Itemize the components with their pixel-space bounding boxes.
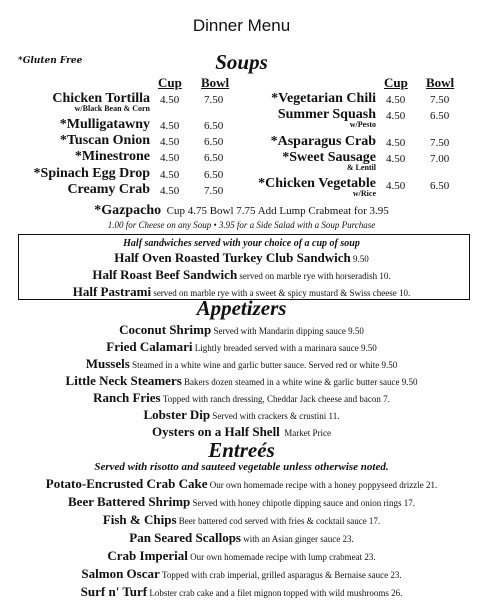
soup-row — [0, 134, 150, 150]
entree-desc: Our own homemade recipe with a honey poppyseed drizzle 21. — [209, 480, 438, 490]
soup-row — [0, 183, 150, 199]
soup-subtitle: w/Rice — [352, 189, 376, 198]
gluten-free-legend: *Gluten Free — [18, 56, 83, 66]
soup-cup-price: 4.50 — [160, 136, 180, 148]
appetizer-desc: Lightly breaded served with a marinara sauce 9.50 — [194, 343, 377, 353]
soup-cup-price: 4.50 — [386, 110, 406, 122]
entree-desc: with an Asian ginger sauce 23. — [243, 534, 354, 544]
appetizer-name: Lobster Dip — [143, 407, 211, 422]
entree-item — [0, 566, 483, 582]
entree-desc: Served with honey chipotle dipping sauce and onion rings 17. — [192, 498, 415, 508]
appetizer-desc: Served with Mandarin dipping sauce 9.50 — [213, 326, 364, 336]
soup-name: *Sweet Sausage — [282, 150, 376, 165]
soup-bowl-price: 6.50 — [430, 180, 450, 192]
soup-subtitle: w/Black Bean & Corn — [74, 104, 150, 113]
soup-cup-price: 4.50 — [386, 137, 406, 149]
sandwich-header: Half sandwiches served with your choice of a cup of soup — [123, 238, 360, 249]
soup-cup-price: 4.50 — [160, 152, 180, 164]
sandwich-desc: served on marble rye with horseradish 10. — [239, 271, 391, 281]
entree-item — [0, 476, 483, 492]
appetizer-desc: Market Price — [284, 428, 332, 438]
soup-cup-price: 4.50 — [386, 180, 406, 192]
appetizer-desc: Served with crackers & crustini 11. — [212, 411, 340, 421]
soup-row — [0, 91, 150, 113]
gazpacho-prices: Cup 4.75 Bowl 7.75 Add Lump Crabmeat for 3.95 — [166, 205, 389, 217]
soup-subtitle: w/Pesto — [349, 120, 376, 129]
soup-bowl-price: 7.50 — [430, 137, 450, 149]
soup-bowl-price: 6.50 — [204, 120, 224, 132]
entree-name: Beer Battered Shrimp — [68, 494, 191, 509]
appetizer-name: Oysters on a Half Shell — [151, 424, 280, 439]
entree-desc: Topped with crab imperial, grilled asparagus & Bernaise sauce 23. — [162, 570, 402, 580]
soup-row — [0, 118, 150, 134]
appetizer-name: Ranch Fries — [93, 390, 161, 405]
soup-cup-price: 4.50 — [160, 185, 180, 197]
sandwich-name: Half Roast Beef Sandwich — [92, 267, 238, 282]
sandwich-desc: served on marble rye with a sweet & spicy mustard & Swiss cheese 10. — [153, 288, 411, 298]
soup-name: Chicken Tortilla — [52, 91, 150, 106]
appetizer-name: Little Neck Steamers — [65, 373, 182, 388]
soup-bowl-price: 6.50 — [204, 169, 224, 181]
sandwich-name: Half Pastrami — [72, 284, 152, 299]
soups-left-bowl-header: Bowl — [201, 75, 230, 90]
appetizer-desc: Steamed in a white wine and garlic butter sauce. Served red or white 9.50 — [132, 360, 398, 370]
entree-name: Fish & Chips — [102, 512, 177, 527]
soups-title: Soups — [215, 50, 268, 74]
entree-item — [0, 548, 483, 564]
sandwich-item — [0, 267, 483, 283]
soup-bowl-price: 7.50 — [430, 94, 450, 106]
entree-desc: Lobster crab cake and a filet mignon topped with wild mushrooms 26. — [149, 588, 403, 598]
soup-bowl-price: 7.00 — [430, 153, 450, 165]
entree-desc: Our own homemade recipe with lump crabmeat 23. — [190, 552, 376, 562]
soup-name: *Tuscan Onion — [59, 133, 150, 148]
soup-name: *Spinach Egg Drop — [33, 166, 150, 181]
sandwich-item — [0, 250, 483, 266]
soup-row — [230, 135, 376, 151]
soups-left-cup-header: Cup — [158, 75, 182, 90]
soup-name: *Chicken Vegetable — [258, 176, 376, 191]
appetizer-name: Fried Calamari — [106, 339, 193, 354]
appetizers-title: Appetizers — [196, 296, 287, 320]
appetizer-name: Mussels — [85, 356, 130, 371]
entree-name: Crab Imperial — [107, 548, 188, 563]
soup-subtitle: & Lentil — [346, 163, 376, 172]
page-title: Dinner Menu — [192, 16, 291, 35]
appetizer-item — [0, 339, 483, 355]
soup-row — [230, 92, 376, 108]
soup-cup-price: 4.50 — [386, 94, 406, 106]
soup-row — [230, 150, 376, 172]
appetizer-item — [0, 407, 483, 423]
appetizer-item — [0, 373, 483, 389]
soup-name: *Mulligatawny — [59, 117, 150, 132]
soup-bowl-price: 7.50 — [204, 94, 224, 106]
soup-name: *Vegetarian Chili — [271, 91, 376, 106]
entree-name: Salmon Oscar — [81, 566, 160, 581]
appetizer-item — [0, 390, 483, 406]
soup-cup-price: 4.50 — [160, 94, 180, 106]
entree-item — [0, 584, 483, 600]
entree-desc: Beer battered cod served with fries & cocktail sauce 17. — [178, 516, 381, 526]
soup-row — [230, 176, 376, 198]
entree-name: Surf n' Turf — [80, 584, 148, 599]
soup-name: Summer Squash — [277, 107, 376, 122]
entree-item — [0, 530, 483, 546]
entree-name: Potato-Encrusted Crab Cake — [45, 476, 208, 491]
soup-bowl-price: 7.50 — [204, 185, 224, 197]
entree-item — [0, 494, 483, 510]
soup-cup-price: 4.50 — [160, 120, 180, 132]
soup-name: Creamy Crab — [67, 182, 150, 197]
soups-right-cup-header: Cup — [384, 75, 408, 90]
soup-row — [0, 150, 150, 166]
appetizer-name: Coconut Shrimp — [119, 322, 212, 337]
sandwich-desc: 9.50 — [353, 254, 369, 264]
soup-bowl-price: 6.50 — [430, 110, 450, 122]
appetizer-desc: Topped with ranch dressing, Cheddar Jack cheese and bacon 7. — [162, 394, 390, 404]
soup-addons-note: 1.00 for Cheese on any Soup • 3.95 for a Side Salad with a Soup Purchase — [107, 220, 376, 230]
soup-name: *Minestrone — [74, 149, 150, 164]
soup-cup-price: 4.50 — [160, 169, 180, 181]
soup-bowl-price: 6.50 — [204, 136, 224, 148]
soup-bowl-price: 6.50 — [204, 152, 224, 164]
sandwich-name: Half Oven Roasted Turkey Club Sandwich — [114, 250, 351, 265]
appetizer-item — [0, 356, 483, 372]
soup-row — [230, 107, 376, 129]
entree-name: Pan Seared Scallops — [129, 530, 241, 545]
appetizer-item — [0, 322, 483, 338]
soup-row — [0, 167, 150, 183]
entrees-title: Entreés — [208, 438, 275, 462]
gazpacho-name: *Gazpacho — [94, 203, 162, 218]
soup-cup-price: 4.50 — [386, 153, 406, 165]
entree-item — [0, 512, 483, 528]
soups-right-bowl-header: Bowl — [426, 75, 455, 90]
soup-name: *Asparagus Crab — [270, 134, 376, 149]
appetizer-desc: Bakers dozen steamed in a white wine & garlic butter sauce 9.50 — [184, 377, 418, 387]
entrees-note: Served with risotto and sauteed vegetable unless otherwise noted. — [94, 461, 389, 473]
gazpacho-line — [0, 203, 483, 219]
